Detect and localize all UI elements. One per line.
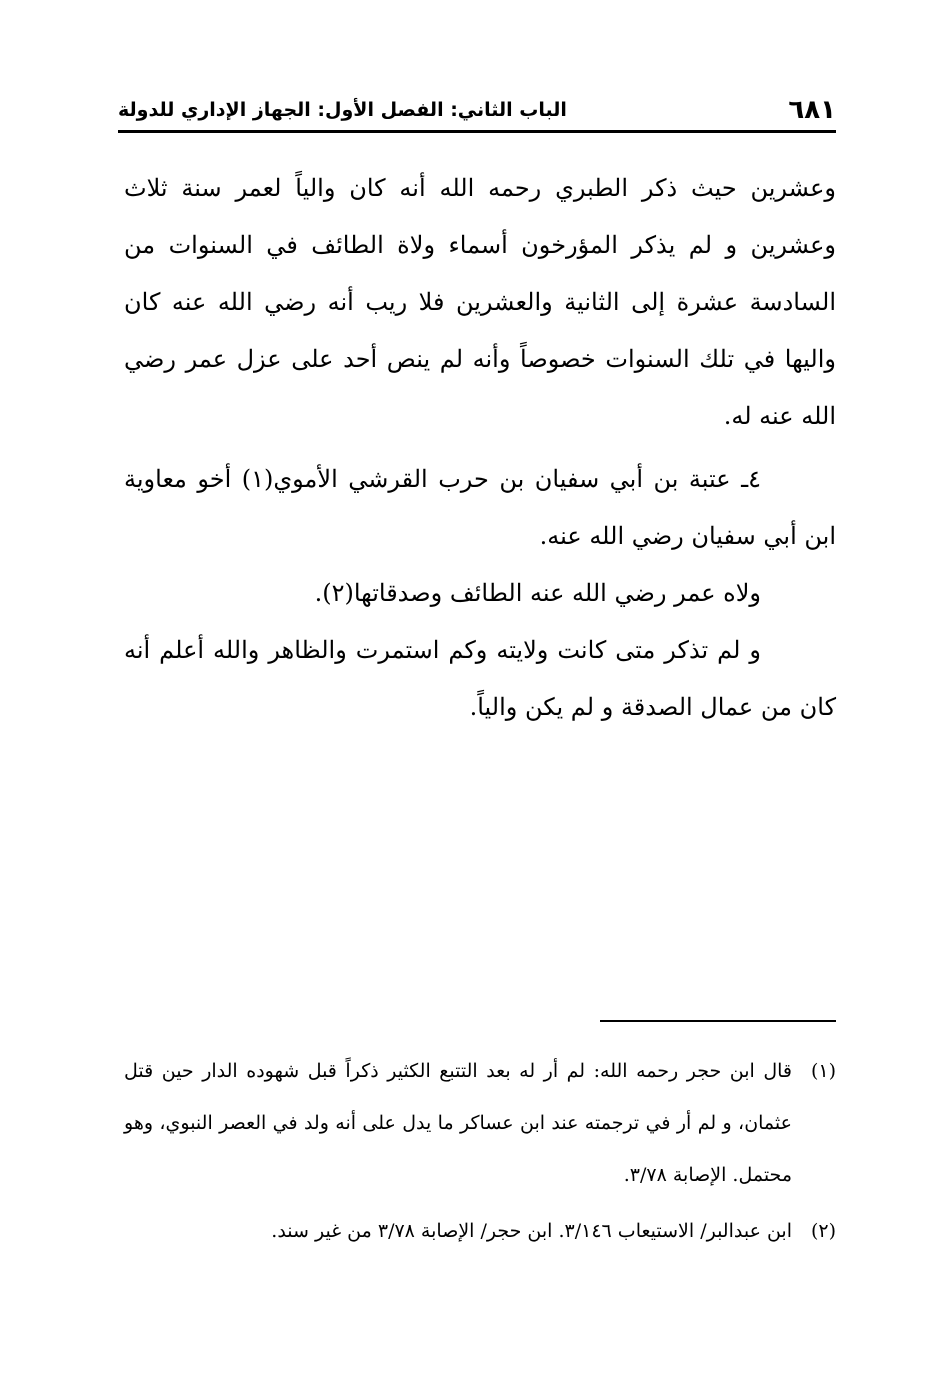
footnote-number: (١) xyxy=(810,1060,836,1082)
footnote-text: قال ابن حجر رحمه الله: لم أر له بعد التتبع الكثير ذكراً قبل شهوده الدار حين قتل عثمان، و لم أر في ترجمته عند ابن عساكر ما يدل على أنه ولد في العصر النبوي، وهو محتمل. الإصابة ٣/٧٨. xyxy=(124,1060,792,1186)
footnote-2 xyxy=(124,1205,836,1257)
page-header xyxy=(118,92,836,128)
footnote-text: ابن عبدالبر/ الاستيعاب ٣/١٤٦. ابن حجر/ الإصابة ٣/٧٨ من غير سند. xyxy=(271,1220,792,1242)
footnote-1 xyxy=(124,1045,836,1201)
paragraph-1: وعشرين حيث ذكر الطبري رحمه الله أنه كان والياً لعمر سنة ثلاث وعشرين و لم يذكر المؤرخون أسماء ولاة الطائف في السنوات من السادسة عشرة إلى الثانية والعشرين فلا ريب أنه رضي الله عنه كان واليها في تلك السنوات خصوصاً وأنه لم ينص أحد على عزل عمر رضي الله عنه له. xyxy=(124,174,836,430)
paragraph-3: ولاه عمر رضي الله عنه الطائف وصدقاتها(٢). xyxy=(314,579,761,607)
footnotes xyxy=(124,1045,836,1257)
paragraph-2: ٤ـ عتبة بن أبي سفيان بن حرب القرشي الأموي(١) أخو معاوية ابن أبي سفيان رضي الله عنه. xyxy=(124,465,836,550)
main-text xyxy=(124,160,836,736)
page-number: ٦٨١ xyxy=(788,95,836,125)
header-divider xyxy=(118,130,836,133)
paragraph-4: و لم تذكر متى كانت ولايته وكم استمرت والظاهر والله أعلم أنه كان من عمال الصدقة و لم يكن والياً. xyxy=(124,636,836,721)
running-title: الباب الثاني: الفصل الأول: الجهاز الإداري للدولة xyxy=(118,99,567,121)
footnote-number: (٢) xyxy=(810,1220,836,1242)
footnote-divider xyxy=(600,1020,836,1022)
